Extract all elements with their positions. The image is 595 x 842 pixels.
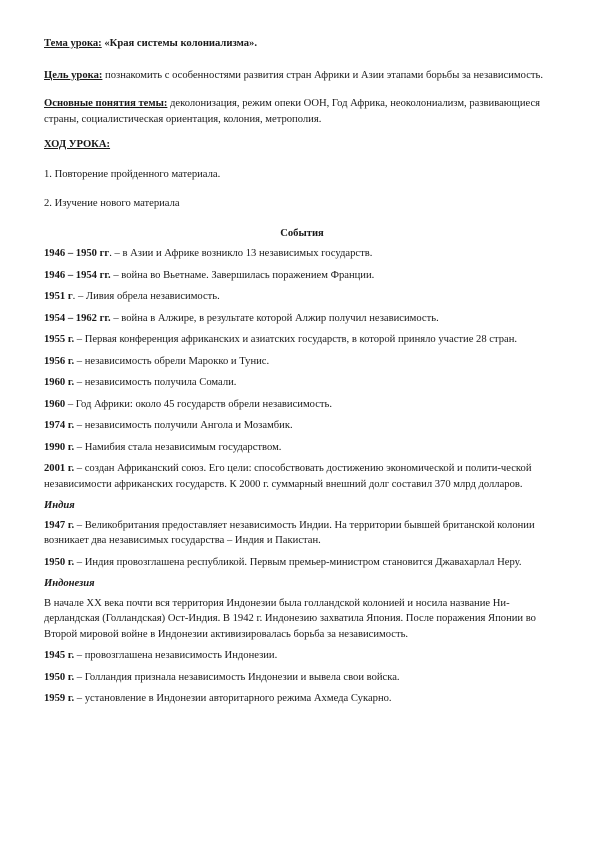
lesson-concepts bbox=[44, 96, 560, 127]
indonesia-intro: В начале XX века почти вся территория Индонезии была голландской колонией и носила название Ни-дерландская (Голландская) Ост-Индия. В 1942 г. Индонезию захватила Япония. После поражения Японии во Второй мировой войне в Индонезии активизировалась борьба за независимость. bbox=[44, 597, 536, 640]
event-item bbox=[44, 518, 560, 549]
event-date: 1990 г. bbox=[44, 441, 75, 453]
event-text: – война во Вьетнаме. Завершилась поражением Франции. bbox=[110, 269, 375, 281]
event-text: – Великобритания предоставляет независимость Индии. На территории бывшей британской колонии возникает два независимых государства – Индия и Пакистан. bbox=[44, 519, 535, 546]
event-item bbox=[44, 440, 560, 456]
event-item bbox=[44, 289, 560, 305]
lesson-topic bbox=[44, 36, 560, 52]
event-date: 1950 г. bbox=[44, 671, 75, 683]
concepts-label: Основные понятия темы: bbox=[44, 98, 168, 109]
event-item bbox=[44, 268, 560, 284]
plan-step-2: 2. Изучение нового материала bbox=[44, 198, 180, 209]
event-text: – Голландия признала независимость Индонезии и вывела свои войска. bbox=[74, 671, 400, 683]
events-list bbox=[44, 246, 560, 492]
plan-heading: ХОД УРОКА: bbox=[44, 139, 111, 150]
event-text: – Первая конференция африканских и азиатских государств, в которой приняло участие 28 стран. bbox=[74, 334, 518, 345]
event-item bbox=[44, 246, 560, 262]
topic-value: «Края системы колониализма». bbox=[101, 38, 257, 49]
event-date: 1959 г. bbox=[44, 693, 75, 704]
event-date: 1960 г. bbox=[44, 377, 75, 388]
event-date: 2001 г. bbox=[44, 463, 75, 474]
event-date: 1945 г. bbox=[44, 650, 75, 661]
event-item bbox=[44, 670, 560, 686]
event-item bbox=[44, 375, 560, 391]
events-heading: События bbox=[280, 227, 324, 239]
india-events bbox=[44, 518, 560, 571]
event-item bbox=[44, 397, 560, 413]
event-text: – независимость получили Ангола и Мозамбик. bbox=[74, 420, 293, 431]
india-heading: Индия bbox=[44, 500, 75, 511]
event-text: – Индия провозглашена республикой. Первым премьер-министром становится Джавахарлал Неру. bbox=[74, 556, 522, 568]
event-text: – Намибия стала независимым государством. bbox=[74, 441, 282, 453]
event-text: . – Ливия обрела независимость. bbox=[72, 291, 220, 302]
event-text: – независимость обрели Марокко и Тунис. bbox=[74, 355, 270, 367]
event-text: . – в Азии и Африке возникло 13 независимых государств. bbox=[109, 248, 373, 259]
event-date: 1956 г. bbox=[44, 355, 75, 367]
event-date: 1955 г. bbox=[44, 334, 75, 345]
topic-label: Тема урока: bbox=[44, 38, 102, 49]
event-item bbox=[44, 461, 560, 492]
event-text: – провозглашена независимость Индонезии. bbox=[74, 650, 278, 661]
event-date: 1946 – 1950 гг bbox=[44, 248, 110, 259]
indonesia-heading: Индонезия bbox=[44, 578, 95, 589]
goal-value: познакомить с особенностями развития стран Африки и Азии этапами борьбы за независимость. bbox=[102, 69, 544, 81]
event-date: 1950 г. bbox=[44, 556, 75, 568]
event-text: – война в Алжире, в результате которой Алжир получил независимость. bbox=[110, 312, 439, 324]
plan-step-1: 1. Повторение пройденного материала. bbox=[44, 168, 221, 180]
event-item bbox=[44, 354, 560, 370]
event-item bbox=[44, 418, 560, 434]
event-item bbox=[44, 311, 560, 327]
event-item bbox=[44, 332, 560, 348]
event-item bbox=[44, 691, 560, 707]
event-date: 1954 – 1962 гг. bbox=[44, 312, 111, 324]
event-date: 1946 – 1954 гг. bbox=[44, 269, 111, 281]
event-item bbox=[44, 555, 560, 571]
event-text: – установление в Индонезии авторитарного режима Ахмеда Сукарно. bbox=[74, 693, 392, 704]
event-date: 1974 г. bbox=[44, 420, 75, 431]
event-item bbox=[44, 648, 560, 664]
event-date: 1951 г bbox=[44, 291, 73, 302]
lesson-goal bbox=[44, 68, 560, 84]
event-date: 1947 г. bbox=[44, 519, 75, 531]
document-page bbox=[44, 36, 560, 713]
concepts-value: деколонизация, режим опеки ООН, Год Африка, неоколониализм, развивающиеся страны, социалистическая ориентация, колония, метрополия. bbox=[44, 98, 541, 125]
event-date: 1960 bbox=[44, 398, 66, 410]
indonesia-events bbox=[44, 648, 560, 707]
event-text: – создан Африканский союз. Его цели: способствовать достижению экономической и полити-ческой независимости африканских государств. К 2000 г. суммарный внешний долг составил 370 млрд долларов. bbox=[44, 463, 532, 490]
event-text: – Год Африки: около 45 государств обрели независимость. bbox=[65, 398, 333, 410]
event-text: – независимость получила Сомали. bbox=[74, 377, 237, 388]
goal-label: Цель урока: bbox=[44, 69, 103, 81]
